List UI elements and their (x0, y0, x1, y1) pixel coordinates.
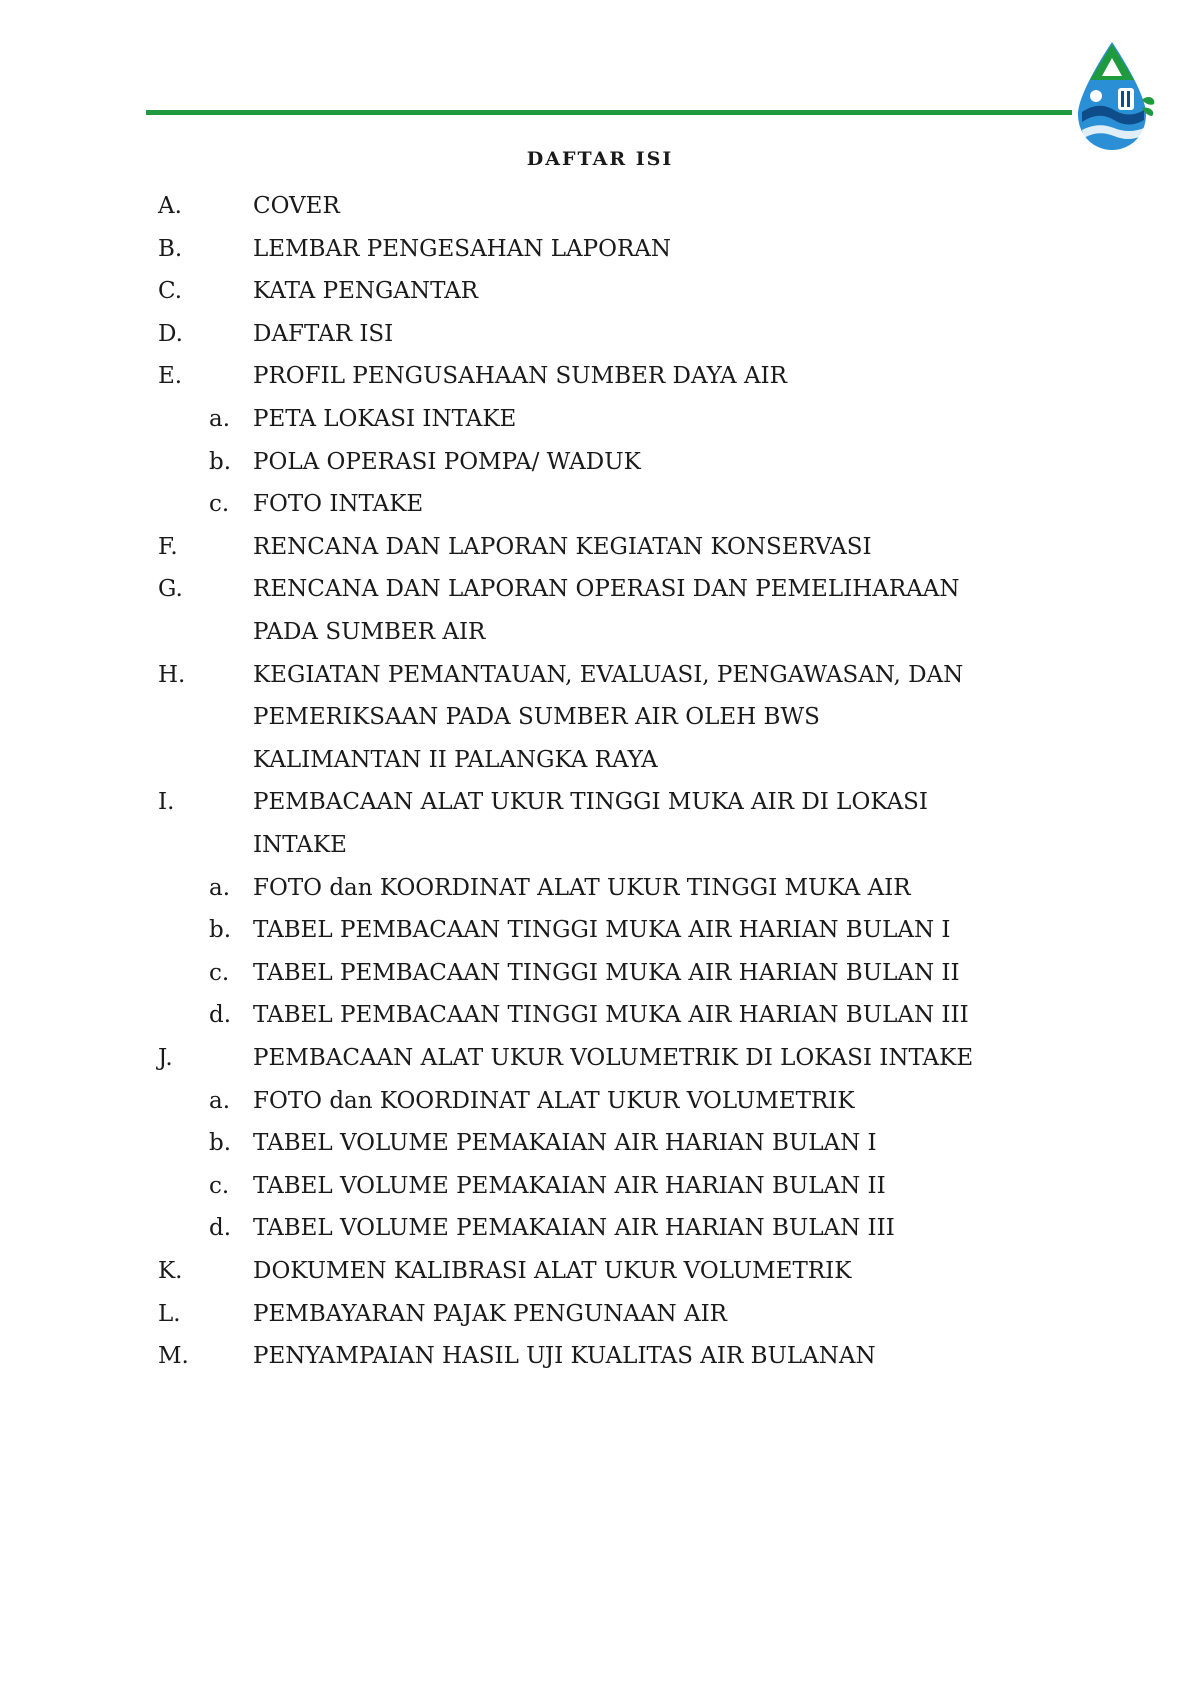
toc-entry-text: TABEL VOLUME PEMAKAIAN AIR HARIAN BULAN I (253, 1130, 877, 1157)
toc-line (0, 1254, 1200, 1288)
toc-entry-text: PEMBACAAN ALAT UKUR TINGGI MUKA AIR DI LOKASI (253, 789, 929, 816)
toc-entry-text: POLA OPERASI POMPA/ WADUK (253, 448, 641, 475)
toc-line (0, 189, 1200, 223)
toc-marker: a. (209, 1087, 231, 1114)
toc-marker: d. (209, 1002, 232, 1029)
toc-marker: c. (209, 491, 230, 518)
toc-marker: M. (158, 1343, 189, 1370)
toc-entry-text: TABEL VOLUME PEMAKAIAN AIR HARIAN BULAN III (253, 1215, 895, 1242)
toc-entry-text: PEMBACAAN ALAT UKUR VOLUMETRIK DI LOKASI INTAKE (253, 1045, 974, 1071)
toc-line (0, 572, 1200, 606)
toc-line (0, 359, 1200, 393)
toc-line (0, 828, 1200, 862)
toc-entry-text: PENYAMPAIAN HASIL UJI KUALITAS AIR BULANAN (253, 1343, 876, 1370)
toc-line (0, 1084, 1200, 1118)
toc-marker: K. (158, 1258, 183, 1284)
toc-marker: H. (158, 661, 186, 688)
toc-entry-text: FOTO dan KOORDINAT ALAT UKUR VOLUMETRIK (253, 1087, 855, 1114)
toc-marker: c. (209, 959, 230, 986)
toc-line (0, 785, 1200, 819)
toc-line (0, 402, 1200, 436)
toc-marker: F. (158, 533, 178, 560)
toc-entry-text: FOTO dan KOORDINAT ALAT UKUR TINGGI MUKA AIR (253, 874, 911, 901)
toc-entry-text: INTAKE (253, 832, 347, 858)
toc-line (0, 530, 1200, 564)
toc-entry-text: KATA PENGANTAR (253, 278, 479, 305)
toc-marker: G. (158, 576, 183, 603)
toc-line (0, 445, 1200, 479)
toc-line (0, 871, 1200, 905)
toc-entry-text: KALIMANTAN II PALANGKA RAYA (253, 746, 658, 773)
toc-line (0, 658, 1200, 692)
toc-line (0, 1041, 1200, 1075)
toc-entry-text: TABEL PEMBACAAN TINGGI MUKA AIR HARIAN BULAN I (253, 917, 951, 944)
toc-line (0, 743, 1200, 777)
toc-entry-text: PADA SUMBER AIR (253, 619, 486, 645)
toc-marker: J. (158, 1045, 173, 1071)
toc-marker: b. (209, 917, 232, 944)
toc-line (0, 615, 1200, 649)
toc-line (0, 998, 1200, 1032)
toc-entry-text: RENCANA DAN LAPORAN OPERASI DAN PEMELIHARAAN (253, 576, 960, 603)
toc-line (0, 913, 1200, 947)
toc-marker: a. (209, 874, 231, 901)
toc-marker: c. (209, 1172, 230, 1199)
toc-line (0, 1297, 1200, 1331)
toc-marker: E. (158, 363, 183, 390)
toc-line (0, 1169, 1200, 1203)
toc-marker: L. (158, 1300, 181, 1327)
toc-marker: I. (158, 789, 175, 816)
toc-entry-text: FOTO INTAKE (253, 491, 424, 518)
toc-line (0, 700, 1200, 734)
toc-marker: b. (209, 1130, 232, 1157)
toc-marker: b. (209, 448, 232, 475)
toc-line (0, 1211, 1200, 1245)
toc-entry-text: TABEL PEMBACAAN TINGGI MUKA AIR HARIAN BULAN III (253, 1002, 969, 1029)
toc-line (0, 1339, 1200, 1373)
page-title: DAFTAR ISI (526, 148, 674, 170)
toc-marker: A. (158, 193, 182, 219)
toc-entry-text: COVER (253, 193, 340, 219)
toc-entry-text: KEGIATAN PEMANTAUAN, EVALUASI, PENGAWASAN, DAN (253, 661, 964, 688)
toc-entry-text: DAFTAR ISI (253, 320, 394, 347)
toc-line (0, 487, 1200, 521)
toc-entry-text: PEMERIKSAAN PADA SUMBER AIR OLEH BWS (253, 704, 820, 731)
toc-entry-text: PETA LOKASI INTAKE (253, 406, 517, 432)
toc-marker: D. (158, 320, 183, 347)
toc-marker: a. (209, 406, 231, 432)
toc-entry-text: PEMBAYARAN PAJAK PENGUNAAN AIR (253, 1300, 728, 1327)
toc-line (0, 232, 1200, 266)
toc-line (0, 1126, 1200, 1160)
toc-marker: d. (209, 1215, 232, 1242)
toc-entry-text: RENCANA DAN LAPORAN KEGIATAN KONSERVASI (253, 533, 872, 560)
toc-line (0, 956, 1200, 990)
toc-entry-text: PROFIL PENGUSAHAAN SUMBER DAYA AIR (253, 363, 787, 390)
toc-entry-text: DOKUMEN KALIBRASI ALAT UKUR VOLUMETRIK (253, 1258, 852, 1284)
toc-marker: B. (158, 235, 183, 262)
toc-entry-text: TABEL VOLUME PEMAKAIAN AIR HARIAN BULAN II (253, 1172, 886, 1199)
toc-line (0, 317, 1200, 351)
toc-entry-text: TABEL PEMBACAAN TINGGI MUKA AIR HARIAN BULAN II (253, 959, 960, 986)
toc-marker: C. (158, 278, 183, 305)
toc-entry-text: LEMBAR PENGESAHAN LAPORAN (253, 235, 672, 262)
toc-line (0, 274, 1200, 308)
